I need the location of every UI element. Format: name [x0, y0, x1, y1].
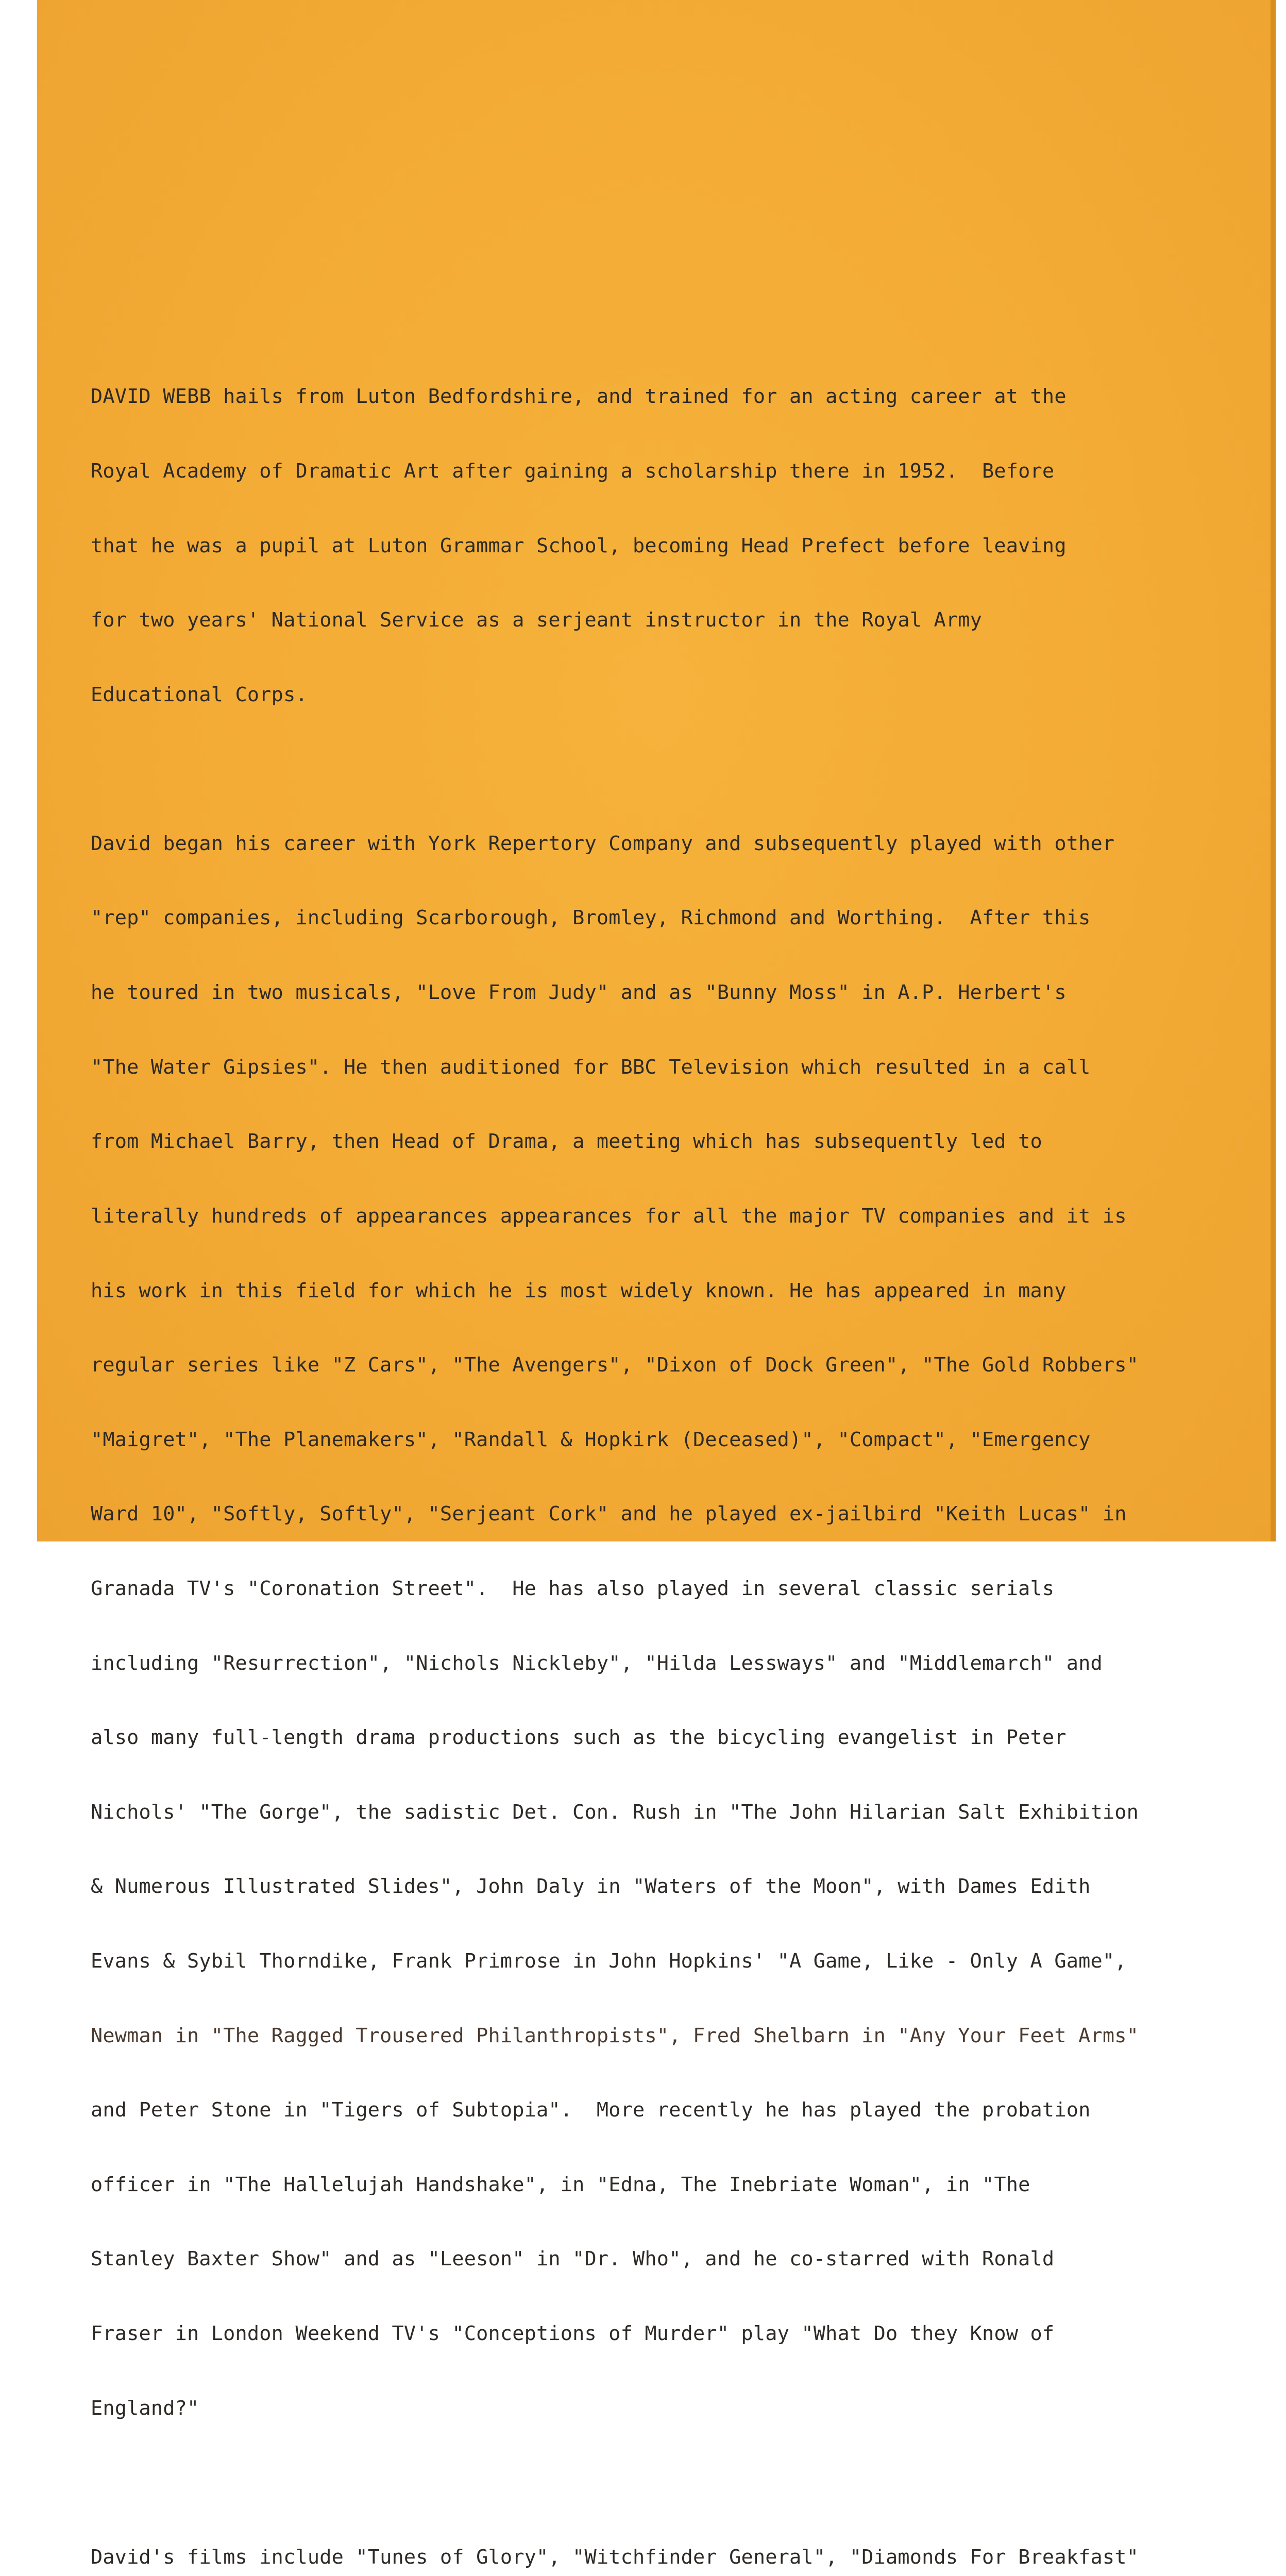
text-line: officer in "The Hallelujah Handshake", in "Edna, The Inebriate Woman", in "The — [91, 2173, 1030, 2196]
text-line: Educational Corps. — [91, 683, 308, 706]
text-line: Ward 10", "Softly, Softly", "Serjeant Cork" and he played ex-jailbird "Keith Lucas" in — [91, 1502, 1127, 1526]
text-line: David began his career with York Repertory Company and subsequently played with other — [91, 832, 1115, 855]
text-line: that he was a pupil at Luton Grammar School, becoming Head Prefect before leaving — [91, 534, 1067, 557]
text-line: Stanley Baxter Show" and as "Leeson" in "Dr. Who", and he co-starred with Ronald — [91, 2247, 1055, 2271]
text-line: literally hundreds of appearances appearances for all the major TV companies and it is — [91, 1204, 1127, 1228]
text-line: Newman in "The Ragged Trousered Philanthropists", Fred Shelbarn in "Any Your Feet Arms" — [91, 2024, 1139, 2047]
text-line: "Maigret", "The Planemakers", "Randall & Hopkirk (Deceased)", "Compact", "Emergency — [91, 1428, 1091, 1451]
text-line: his work in this field for which he is most widely known. He has appeared in many — [91, 1279, 1067, 1302]
text-line: Granada TV's "Coronation Street". He has also played in several classic serials — [91, 1577, 1055, 1600]
typed-page — [37, 0, 1276, 2569]
text-line: Fraser in London Weekend TV's "Conceptions of Murder" play "What Do they Know of — [91, 2322, 1055, 2346]
biography-text — [91, 335, 1286, 2576]
paragraph-films — [91, 2495, 1286, 2576]
text-line: for two years' National Service as a serjeant instructor in the Royal Army — [91, 608, 983, 632]
paragraph-career — [91, 782, 1286, 2470]
text-line: England?" — [91, 2396, 199, 2420]
text-line: also many full-length drama productions such as the bicycling evangelist in Peter — [91, 1726, 1067, 1750]
text-line: David's films include "Tunes of Glory", "Witchfinder General", "Diamonds For Breakfast" — [91, 2545, 1139, 2569]
text-line: from Michael Barry, then Head of Drama, a meeting which has subsequently led to — [91, 1130, 1042, 1154]
text-line: Royal Academy of Dramatic Art after gaining a scholarship there in 1952. Before — [91, 460, 1055, 483]
text-line: "The Water Gipsies". He then auditioned for BBC Television which resulted in a call — [91, 1055, 1091, 1079]
paragraph-early-life — [91, 335, 1286, 757]
text-line: Evans & Sybil Thorndike, Frank Primrose in John Hopkins' "A Game, Like - Only A Game", — [91, 1950, 1127, 1973]
text-line: & Numerous Illustrated Slides", John Daly in "Waters of the Moon", with Dames Edith — [91, 1875, 1091, 1899]
text-line: including "Resurrection", "Nichols Nickleby", "Hilda Lessways" and "Middlemarch" and — [91, 1651, 1103, 1675]
text-line: and Peter Stone in "Tigers of Subtopia". More recently he has played the probation — [91, 2098, 1091, 2122]
text-line: regular series like "Z Cars", "The Avengers", "Dixon of Dock Green", "The Gold Robbers" — [91, 1353, 1139, 1377]
text-line: DAVID WEBB hails from Luton Bedfordshire, and trained for an acting career at the — [91, 385, 1067, 409]
text-line: Nichols' "The Gorge", the sadistic Det. Con. Rush in "The John Hilarian Salt Exhibition — [91, 1800, 1139, 1824]
text-line: "rep" companies, including Scarborough, Bromley, Richmond and Worthing. After this — [91, 906, 1091, 930]
text-line: he toured in two musicals, "Love From Judy" and as "Bunny Moss" in A.P. Herbert's — [91, 981, 1067, 1005]
